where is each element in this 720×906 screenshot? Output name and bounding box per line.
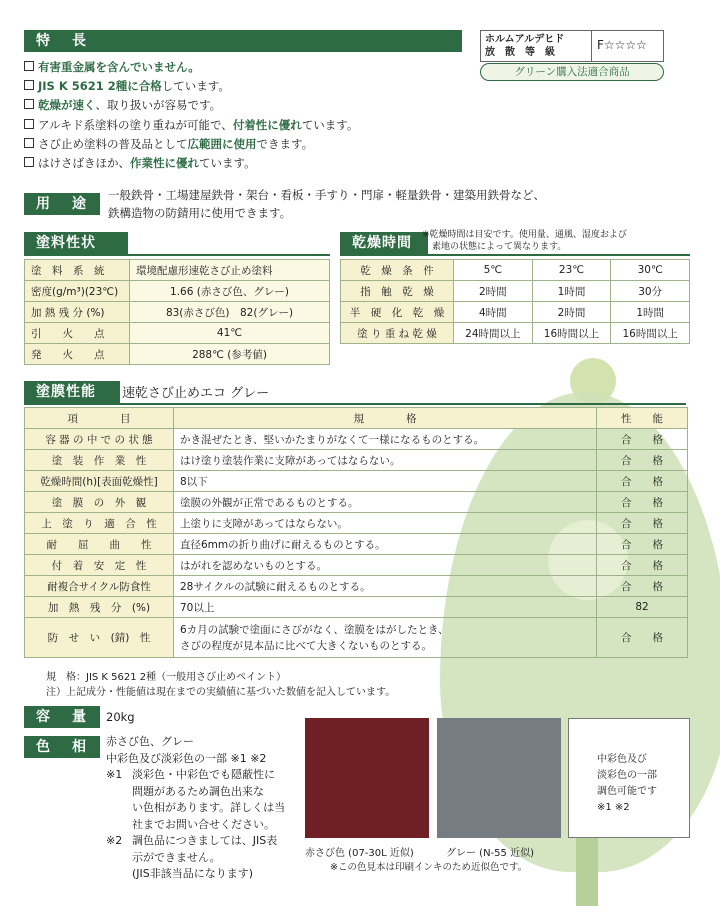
checkbox-icon xyxy=(24,157,34,167)
checkbox-icon xyxy=(24,138,34,148)
gray-color-swatch xyxy=(437,718,561,838)
formaldehyde-label-2: 放 散 等 級 xyxy=(485,47,555,58)
feature-item: さび止め塗料の普及品として広範囲に使用できます。 xyxy=(24,135,313,154)
drying-heading: 乾燥時間 xyxy=(340,232,428,254)
table-row: 引 火 点 41℃ xyxy=(25,323,330,344)
usage-heading: 用 途 xyxy=(24,193,100,215)
table-row: 塗 装 作 業 性 はけ塗り塗装作業に支障があってはならない。 合 格 xyxy=(25,450,688,471)
table-row: 加 熱 残 分 (%) 83(赤さび色) 82(グレー) xyxy=(25,302,330,323)
film-performance-table xyxy=(24,407,688,658)
table-row: 耐 屈 曲 性 直径6mmの折り曲げに耐えるものとする。 合 格 xyxy=(25,534,688,555)
feature-item: はけさばきほか、作業性に優れています。 xyxy=(24,154,256,173)
table-row: 指 触 乾 燥 2時間 1時間 30分 xyxy=(341,281,690,302)
feature-item: 乾燥が速く、取り扱いが容易です。 xyxy=(24,96,221,115)
paint-properties-table xyxy=(24,259,330,365)
checkbox-icon xyxy=(24,80,34,90)
checkbox-icon xyxy=(24,99,34,109)
table-row: 上 塗 り 適 合 性 上塗りに支障があってはならない。 合 格 xyxy=(25,513,688,534)
table-row: 耐複合サイクル防食性 28サイクルの試験に耐えるものとする。 合 格 xyxy=(25,576,688,597)
table-row: 付 着 安 定 性 はがれを認めないものとする。 合 格 xyxy=(25,555,688,576)
table-row: 発 火 点 288℃ (参考値) xyxy=(25,344,330,365)
table-row: 塗 料 系 統 環境配慮形速乾さび止め塗料 xyxy=(25,260,330,281)
standard-note: 規 格：JIS K 5621 2種（一般用さび止めペイント） xyxy=(46,672,287,683)
table-row: 防 せ い (錆) 性 6カ月の試験で塗面にさびがなく、塗膜をはがしたとき、 さびの程度が見本品に比べて大きくないものとする。 合 格 xyxy=(25,618,688,658)
checkbox-icon xyxy=(24,119,34,129)
feature-item: JIS K 5621 2種に合格しています。 xyxy=(24,77,230,96)
green-purchase-badge: グリーン購入法適合商品 xyxy=(480,63,664,81)
capacity-heading: 容 量 xyxy=(24,706,100,728)
colors-text: 赤さび色、グレー 中彩色及び淡彩色の一部 ※1 ※2 ※1 淡彩色・中彩色でも隠蔽性に 問題があるため調色出来な い色相があります。詳しくは当 社までお問い合せください。 ※2 調色品につきましては、JIS表 示ができません。 (JIS非該当品になります) xyxy=(106,735,286,880)
table-row: 乾燥時間(h)[表面乾燥性] 8以下 合 格 xyxy=(25,471,688,492)
red-rust-swatch-label: 赤さび色 (07-30L 近似) xyxy=(305,848,414,859)
paint-properties-heading: 塗料性状 xyxy=(24,232,128,254)
red-rust-color-swatch xyxy=(305,718,429,838)
table-row: 容 器 の 中 で の 状 態 かき混ぜたとき、堅いかたまりがなくて一様になるものとする。 合 格 xyxy=(25,429,688,450)
drying-note-1: ※乾燥時間は目安です。使用量、通風、湿度および xyxy=(422,230,627,240)
table-row: 半 硬 化 乾 燥 4時間 2時間 1時間 xyxy=(341,302,690,323)
drying-note-2: 素地の状態によって異なります。 xyxy=(432,242,567,252)
table-header-row: 乾 燥 条 件 5℃ 23℃ 30℃ xyxy=(341,260,690,281)
feature-item: 有害重金属を含んでいません。 xyxy=(24,58,200,77)
table-row: 塗 り 重 ね 乾 燥 24時間以上 16時間以上 16時間以上 xyxy=(341,323,690,344)
formaldehyde-label-1: ホルムアルデヒド xyxy=(485,34,565,45)
formaldehyde-grade: F☆☆☆☆ xyxy=(597,38,647,52)
disclaimer-note: 注）上記成分・性能値は現在までの実績値に基づいた数値を記入しています。 xyxy=(46,687,396,698)
table-row: 塗 膜 の 外 観 塗膜の外観が正常であるものとする。 合 格 xyxy=(25,492,688,513)
feature-item: アルキド系塗料の塗り重ねが可能で、付着性に優れています。 xyxy=(24,116,358,135)
usage-text-1: 一般鉄骨・工場建屋鉄骨・架台・看板・手すり・門扉・軽量鉄骨・建築用鉄骨など、 xyxy=(108,188,545,202)
film-performance-subtitle: 速乾さび止めエコ グレー xyxy=(122,386,270,401)
drying-table xyxy=(340,259,690,344)
custom-color-box: 中彩色及び 淡彩色の一部 調色可能です ※1 ※2 xyxy=(568,718,690,838)
table-row: 加 熱 残 分 (%) 70以上 82 xyxy=(25,597,688,618)
formaldehyde-grade-box xyxy=(480,30,664,62)
swatch-note: ※この色見本は印刷インキのため近似色です。 xyxy=(330,862,528,873)
colors-heading: 色 相 xyxy=(24,736,100,758)
usage-text-2: 鉄構造物の防錆用に使用できます。 xyxy=(108,206,292,220)
film-performance-heading: 塗膜性能 xyxy=(24,381,120,403)
features-heading: 特 長 xyxy=(24,30,462,52)
table-header-row: 項 目 規 格 性 能 xyxy=(25,408,688,429)
table-row: 密度(g/m³)(23℃) 1.66 (赤さび色、グレー) xyxy=(25,281,330,302)
gray-swatch-label: グレー (N-55 近似) xyxy=(446,848,534,859)
checkbox-icon xyxy=(24,61,34,71)
capacity-value: 20kg xyxy=(106,710,135,724)
